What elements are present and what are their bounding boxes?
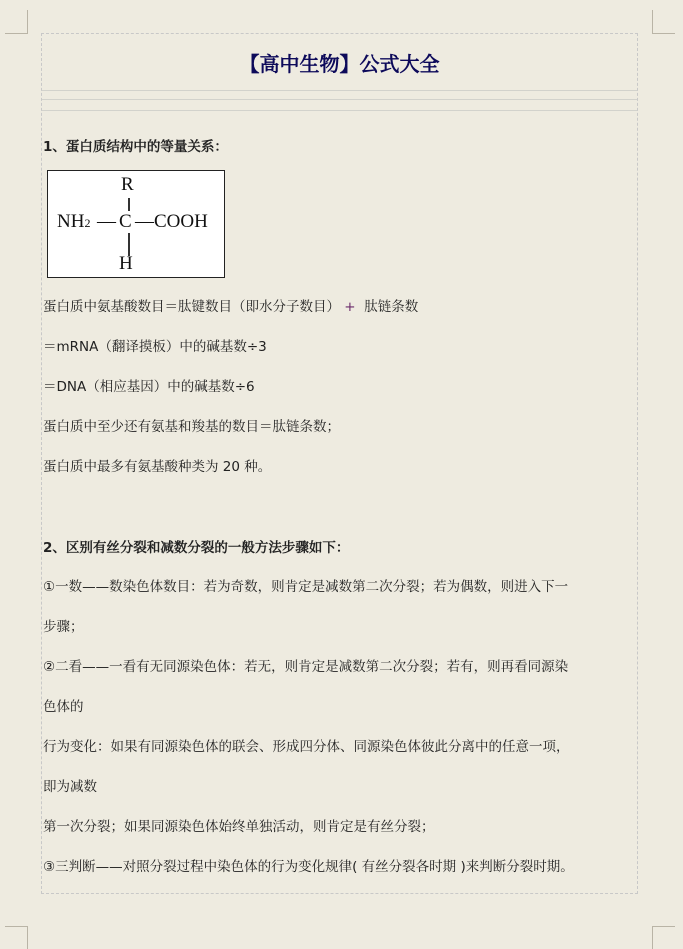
- text-line: 行为变化：如果有同源染色体的联会、形成四分体、同源染色体彼此分离中的任意一项，: [43, 739, 570, 755]
- amino-acid-structure-image: [47, 170, 225, 278]
- text-line: ＝mRNA（翻译摸板）中的碱基数÷3: [43, 339, 267, 355]
- text-line: ②二看——一看有无同源染色体：若无，则肯定是减数第二次分裂；若有，则再看同源染: [43, 659, 569, 675]
- formula-r: R: [121, 174, 134, 195]
- document-title: 【高中生物】公式大全: [239, 52, 440, 76]
- formula-h: H: [119, 253, 133, 274]
- text-line: ①一数——数染色体数目：若为奇数，则肯定是减数第二次分裂；若为偶数，则进入下一: [43, 579, 569, 595]
- section2-heading: 2、区别有丝分裂和减数分裂的一般方法步骤如下：: [43, 540, 350, 556]
- formula-bond: —: [97, 211, 116, 232]
- section1-heading: 1、蛋白质结构中的等量关系：: [43, 139, 228, 155]
- text-line: 蛋白质中最多有氨基酸种类为 20 种。: [43, 459, 272, 475]
- text-line: 色体的: [43, 699, 84, 715]
- formula-cooh: COOH: [154, 211, 208, 232]
- text-line: 蛋白质中至少还有氨基和羧基的数目＝肽链条数；: [43, 419, 340, 435]
- header-divider: [42, 110, 637, 111]
- text-line: 第一次分裂；如果同源染色体始终单独活动，则肯定是有丝分裂；: [43, 819, 435, 835]
- formula-bond: —: [135, 211, 154, 232]
- document-page: [41, 33, 638, 894]
- corner-mark-tr: [652, 10, 675, 34]
- text-line: ＝DNA（相应基因）中的碱基数÷6: [43, 379, 255, 395]
- header-divider: [42, 90, 637, 91]
- corner-mark-tl: [5, 10, 28, 34]
- header-divider: [42, 99, 637, 100]
- text-line: 蛋白质中氨基酸数目＝肽键数目（即水分子数目） + 肽链条数: [43, 299, 419, 315]
- formula-nh2: NH2: [57, 211, 91, 232]
- text-line: 即为减数: [43, 779, 97, 795]
- text-line: ③三判断——对照分裂过程中染色体的行为变化规律( 有丝分裂各时期 )来判断分裂时期。: [43, 859, 574, 875]
- formula-c: C: [119, 211, 132, 232]
- text-line: 步骤；: [43, 619, 84, 635]
